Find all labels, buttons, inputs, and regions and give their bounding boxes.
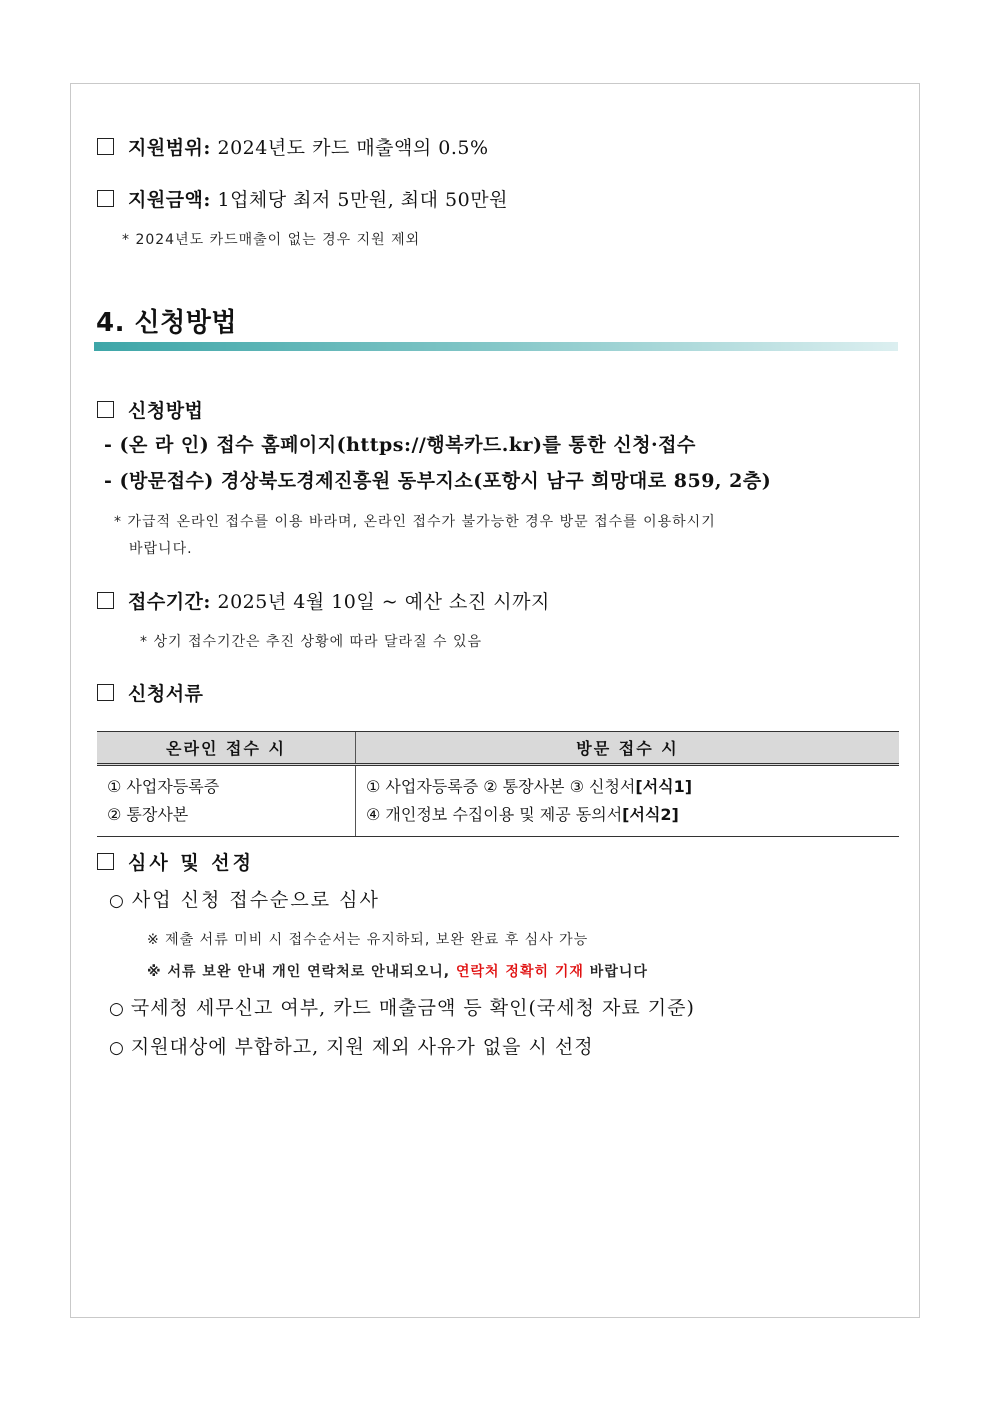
review-item-2-text: 국세청 세무신고 여부, 카드 매출금액 등 확인(국세청 자료 기준) — [130, 997, 695, 1019]
support-scope-label: 지원범위: — [128, 137, 211, 159]
method-heading: 신청방법 — [128, 400, 204, 422]
documents-heading: 신청서류 — [128, 683, 204, 705]
checkbox-icon — [97, 853, 114, 870]
review-note-2 — [147, 961, 648, 981]
visit-doc-line1 — [366, 773, 898, 801]
visit-documents-cell — [356, 765, 900, 837]
method-online: - (온 라 인) 접수 홈페이지(https://행복카드.kr)를 통한 신청·접수 — [104, 434, 696, 456]
review-note-1: ※ 제출 서류 미비 시 접수순서는 유지하되, 보완 완료 후 심사 가능 — [147, 932, 589, 948]
review-item-3-text: 지원대상에 부합하고, 지원 제외 사유가 없을 시 선정 — [130, 1036, 594, 1058]
period-note: * 상기 접수기간은 추진 상황에 따라 달라질 수 있음 — [140, 634, 483, 650]
period-label: 접수기간: — [128, 591, 211, 613]
checkbox-icon — [97, 190, 114, 207]
column-header-online: 온라인 접수 시 — [97, 732, 356, 765]
period-text: 2025년 4월 10일 ~ 예산 소진 시까지 — [210, 591, 550, 613]
checkbox-icon — [97, 592, 114, 609]
online-doc-2: ② 통장사본 — [107, 805, 189, 824]
method-note-line1: * 가급적 온라인 접수를 이용 바라며, 온라인 접수가 불가능한 경우 방문 접수를 이용하시기 — [114, 514, 716, 530]
method-visit: - (방문접수) 경상북도경제진흥원 동부지소(포항시 남구 희망대로 859, 2층) — [104, 470, 772, 492]
review-note-2-prefix: ※ 서류 보완 안내 개인 연락처로 안내되오니, — [147, 964, 456, 980]
column-header-visit: 방문 접수 시 — [356, 732, 900, 765]
method-note-line2: 바랍니다. — [129, 541, 193, 557]
review-heading-line — [97, 848, 254, 875]
review-item-1 — [109, 885, 380, 912]
method-heading-line — [97, 396, 203, 423]
review-item-1-text: 사업 신청 접수순으로 심사 — [131, 889, 380, 911]
bullet-circle-icon: ○ — [109, 1038, 125, 1058]
table-row — [97, 765, 899, 837]
checkbox-icon — [97, 138, 114, 155]
visit-doc-line2-text: ④ 개인정보 수집이용 및 제공 동의서 — [366, 805, 623, 824]
review-item-3 — [109, 1032, 594, 1059]
documents-table — [97, 731, 899, 837]
checkbox-icon — [97, 401, 114, 418]
bullet-circle-icon: ○ — [109, 891, 126, 911]
bullet-circle-icon: ○ — [109, 999, 125, 1019]
online-documents-cell — [97, 765, 356, 837]
support-amount-label: 지원금액: — [128, 189, 211, 211]
visit-doc-line2 — [366, 801, 898, 829]
checkbox-icon — [97, 684, 114, 701]
support-note: * 2024년도 카드매출이 없는 경우 지원 제외 — [122, 232, 421, 248]
section-divider — [94, 342, 898, 351]
section-title: 4. 신청방법 — [96, 308, 237, 338]
support-scope-line — [97, 133, 489, 160]
period-line — [97, 587, 550, 614]
support-scope-text: 2024년도 카드 매출액의 0.5% — [210, 137, 489, 159]
support-amount-text: 1업체당 최저 5만원, 최대 50만원 — [210, 189, 508, 211]
documents-heading-line — [97, 679, 203, 706]
review-note-2-suffix: 바랍니다 — [583, 964, 648, 980]
form1-tag: [서식1] — [635, 777, 693, 796]
review-note-2-highlight: 연락처 정확히 기재 — [455, 964, 584, 980]
form2-tag: [서식2] — [622, 805, 679, 824]
visit-doc-line1-text: ① 사업자등록증 ② 통장사본 ③ 신청서 — [366, 777, 636, 796]
review-heading: 심사 및 선정 — [128, 852, 254, 874]
review-item-2 — [109, 993, 695, 1020]
support-amount-line — [97, 185, 508, 212]
online-doc-1: ① 사업자등록증 — [107, 777, 220, 796]
